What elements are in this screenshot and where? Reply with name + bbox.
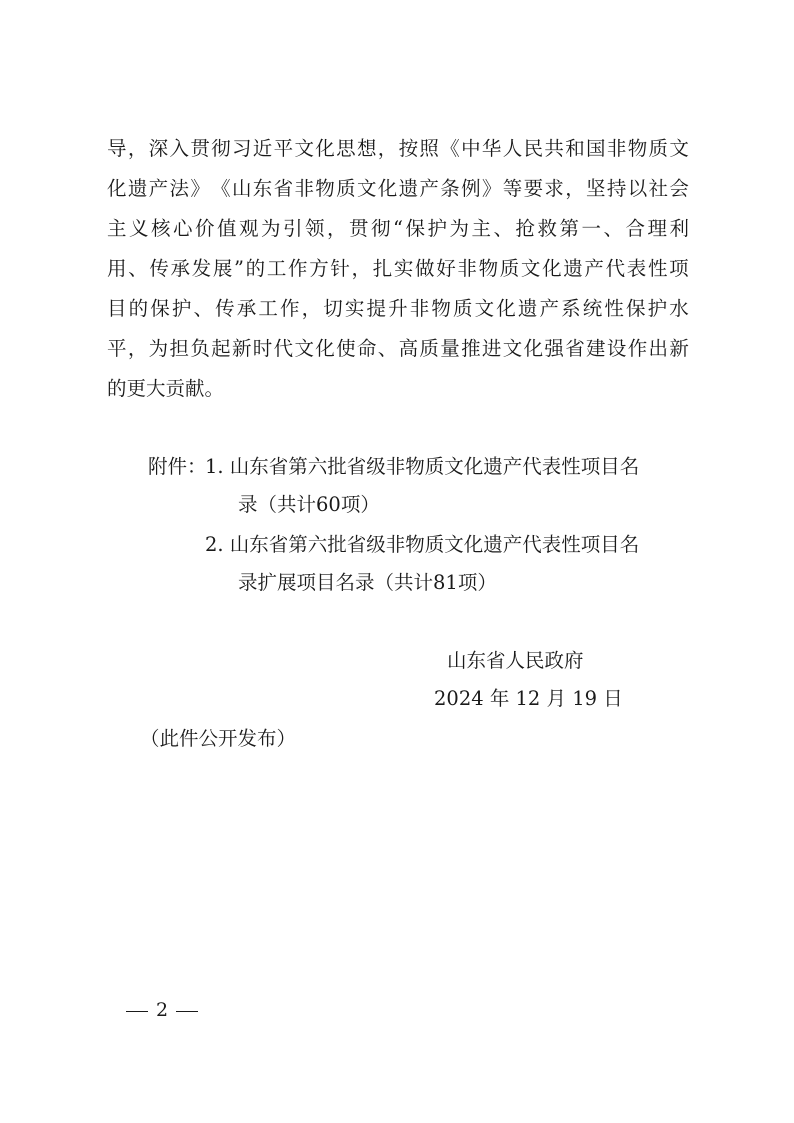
body-line-4: 用 、 传 承 发 展 ” 的 工 作 方 针 ， 扎 实 做 好 非 物 质 文 化 遗 产 代 表 性 项 — [107, 257, 689, 280]
attachment-2-line-1: 2. 山东省第六批省级非物质文化遗产代表性项目名 — [205, 533, 640, 556]
dash-right — [176, 1011, 198, 1012]
body-line-6: 平 ， 为 担 负 起 新 时 代 文 化 使 命 、 高 质 量 推 进 文 化 强 省 建 设 作 出 新 — [107, 337, 689, 360]
issue-date: 2024 年 12 月 19 日 — [434, 687, 623, 710]
body-line-1: 导 ， 深 入 贯 彻 习 近 平 文 化 思 想 ， 按 照 《 中 华 人 民 共 和 国 非 物 质 文 — [107, 137, 689, 160]
page-number-value: 2 — [156, 999, 169, 1021]
attachment-1-line-2: 录（共计60项） — [238, 493, 380, 516]
attachment-1-line-1: 1. 山东省第六批省级非物质文化遗产代表性项目名 — [205, 455, 640, 478]
body-line-5: 目 的 保 护 、 传 承 工 作 ， 切 实 提 升 非 物 质 文 化 遗 产 系 统 性 保 护 水 — [107, 297, 689, 320]
release-note: （此件公开发布） — [140, 727, 297, 750]
attachment-2-line-2: 录扩展项目名录（共计81项） — [238, 571, 497, 594]
body-line-2: 化 遗 产 法 》 《 山 东 省 非 物 质 文 化 遗 产 条 例 》 等 要 求 ， 坚 持 以 社 会 — [107, 177, 689, 200]
body-line-7: 的更大贡献。 — [107, 377, 225, 400]
page-number — [118, 998, 206, 1022]
body-line-3: 主 义 核 心 价 值 观 为 引 领 ， 贯 彻 “ 保 护 为 主 、 抢 救 第 一 、 合 理 利 — [107, 217, 689, 240]
issuer-name: 山东省人民政府 — [447, 649, 584, 672]
attachments-label: 附件： — [148, 455, 207, 478]
dash-left — [126, 1011, 148, 1012]
